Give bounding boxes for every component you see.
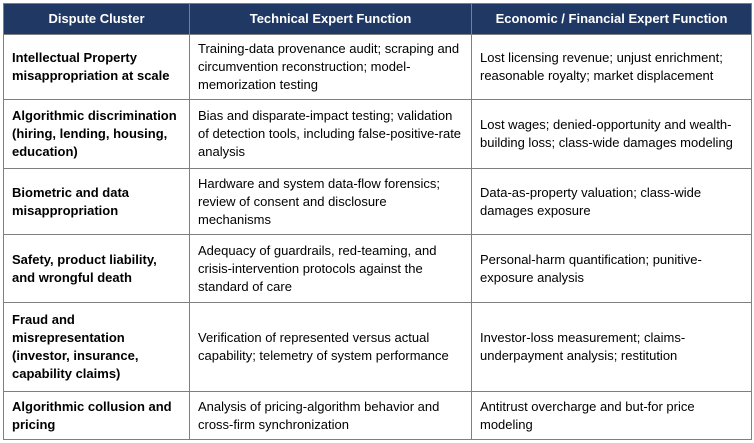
economic-function-cell: Antitrust overcharge and but-for price modeling [472, 392, 752, 440]
technical-function-cell: Adequacy of guardrails, red-teaming, and crisis-intervention protocols against the standard of care [190, 235, 472, 303]
header-row [4, 4, 752, 35]
dispute-cluster-cell: Biometric and data misappropriation [4, 168, 190, 235]
technical-function-cell: Analysis of pricing-algorithm behavior and cross-firm synchronization [190, 392, 472, 440]
table-body [4, 35, 752, 440]
technical-function-cell: Bias and disparate-impact testing; validation of detection tools, including false-positive-rate analysis [190, 99, 472, 168]
economic-function-cell: Lost wages; denied-opportunity and wealth-building loss; class-wide damages modeling [472, 99, 752, 168]
expert-function-table [3, 3, 752, 440]
economic-function-cell: Personal-harm quantification; punitive-exposure analysis [472, 235, 752, 303]
table-row [4, 168, 752, 235]
technical-function-cell: Verification of represented versus actual capability; telemetry of system performance [190, 303, 472, 392]
table-header [4, 4, 752, 35]
dispute-cluster-cell: Algorithmic collusion and pricing [4, 392, 190, 440]
dispute-cluster-cell: Intellectual Property misappropriation at scale [4, 35, 190, 100]
dispute-cluster-cell: Algorithmic discrimination (hiring, lending, housing, education) [4, 99, 190, 168]
table-row [4, 392, 752, 440]
dispute-cluster-cell: Fraud and misrepresentation (investor, insurance, capability claims) [4, 303, 190, 392]
table-row [4, 303, 752, 392]
dispute-cluster-cell: Safety, product liability, and wrongful death [4, 235, 190, 303]
technical-function-cell: Hardware and system data-flow forensics; review of consent and disclosure mechanisms [190, 168, 472, 235]
economic-function-cell: Investor-loss measurement; claims-underpayment analysis; restitution [472, 303, 752, 392]
table-row [4, 235, 752, 303]
economic-function-cell: Lost licensing revenue; unjust enrichment; reasonable royalty; market displacement [472, 35, 752, 100]
header-economic-expert-function: Economic / Financial Expert Function [472, 4, 752, 35]
technical-function-cell: Training-data provenance audit; scraping and circumvention reconstruction; model-memorization testing [190, 35, 472, 100]
header-dispute-cluster: Dispute Cluster [4, 4, 190, 35]
economic-function-cell: Data-as-property valuation; class-wide damages exposure [472, 168, 752, 235]
table-row [4, 35, 752, 100]
table-row [4, 99, 752, 168]
header-technical-expert-function: Technical Expert Function [190, 4, 472, 35]
